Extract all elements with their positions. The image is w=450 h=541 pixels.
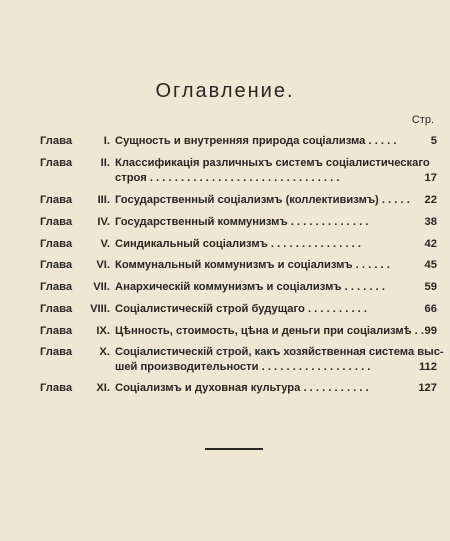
chapter-numeral: IV. (97, 216, 110, 228)
chapter-numeral: VI. (96, 259, 110, 271)
chapter-page: 45 (424, 259, 437, 271)
chapter-numeral: X. (99, 346, 110, 358)
chapter-title: Соціалистическій строй, какъ хозяйственная система выс- (115, 346, 444, 358)
chapter-page: 22 (424, 194, 437, 206)
chapter-label: Глава (40, 194, 73, 206)
chapter-numeral: III. (97, 194, 110, 206)
chapter-label: Глава (40, 346, 73, 358)
chapter-label: Глава (40, 216, 73, 228)
chapter-title: Коммунальный коммунизмъ и соціализмъ . . . . . . (115, 259, 390, 271)
chapter-page: 59 (424, 281, 437, 293)
chapter-title: Синдикальный соціализмъ . . . . . . . . . . . . . . . (115, 238, 362, 250)
chapter-page: 5 (430, 135, 437, 147)
chapter-label: Глава (40, 281, 73, 293)
page-title: Оглавление. (155, 80, 295, 102)
chapter-label: Глава (40, 135, 73, 147)
chapter-numeral: IX. (96, 325, 110, 337)
chapter-page: 66 (424, 303, 437, 315)
chapter-numeral: VII. (93, 281, 110, 293)
chapter-numeral: VIII. (90, 303, 110, 315)
ornamental-divider (205, 448, 263, 450)
chapter-page: 127 (418, 382, 437, 394)
chapter-numeral: II. (100, 157, 110, 169)
chapter-label: Глава (40, 325, 73, 337)
chapter-label: Глава (40, 259, 73, 271)
chapter-label: Глава (40, 157, 73, 169)
chapter-label: Глава (40, 382, 73, 394)
chapter-page: 38 (424, 216, 437, 228)
chapter-title: Соціалистическій строй будущаго . . . . . . . . . . (115, 303, 367, 315)
chapter-title: Государственный коммунизмъ . . . . . . . . . . . . . (115, 216, 369, 228)
chapter-label: Глава (40, 238, 73, 250)
chapter-page: 99 (424, 325, 437, 337)
chapter-page: 112 (418, 361, 437, 373)
chapter-numeral: XI. (96, 382, 110, 394)
chapter-title: Анархическій коммунизмъ и соціализмъ . . . . . . . (115, 281, 386, 293)
chapter-title: Государственный соціализмъ (коллективизмъ) . . . . . (115, 194, 410, 206)
chapter-label: Глава (40, 303, 73, 315)
chapter-title: Классификація различныхъ системъ соціалистическаго (115, 157, 430, 169)
chapter-title: Соціализмъ и духовная культура . . . . . . . . . . . (115, 382, 369, 394)
chapter-title: Цѣнность, стоимость, цѣна и деньги при соціализмѣ . . (115, 325, 424, 337)
chapter-title-continued: строя . . . . . . . . . . . . . . . . . . . . . . . . . . . . . . . (115, 172, 340, 184)
chapter-page: 42 (424, 238, 437, 250)
chapter-numeral: V. (100, 238, 110, 250)
chapter-page: 17 (424, 172, 437, 184)
page-column-label: Стр. (411, 114, 434, 126)
chapter-numeral: I. (103, 135, 110, 147)
chapter-title: Сущность и внутренняя природа соціализма . . . . . (115, 135, 397, 147)
chapter-title-continued: шей производительности . . . . . . . . . . . . . . . . . . (115, 361, 371, 373)
